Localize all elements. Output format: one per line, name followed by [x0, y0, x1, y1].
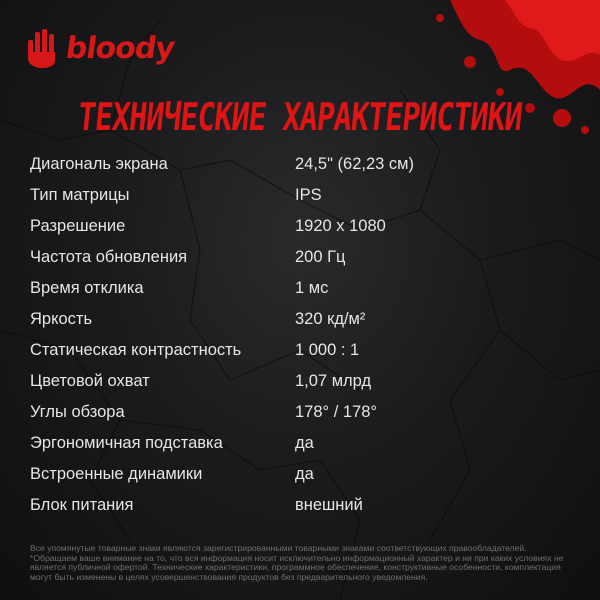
spec-value: 1 000 : 1 — [295, 341, 360, 359]
spec-label: Тип матрицы — [30, 186, 130, 204]
spec-value: да — [295, 465, 314, 483]
disclaimer-line: Все упомянутые товарные знаки являются зарегистрированными товарными знаками соответствующих правообладателей. — [30, 544, 527, 553]
spec-row — [30, 490, 570, 521]
spec-value: 320 кд/м² — [295, 310, 366, 328]
spec-value: внешний — [295, 496, 363, 514]
spec-value: 1,07 млрд — [295, 372, 372, 390]
spec-table — [30, 149, 570, 521]
spec-label: Эргономичная подставка — [30, 434, 223, 452]
disclaimer-line: *Обращаем ваше внимание на то, что вся информация носит исключительно информационный характер и ни при каких условиях не — [30, 553, 564, 563]
legal-disclaimer — [30, 544, 575, 582]
spec-label: Яркость — [30, 310, 93, 328]
spec-row — [30, 397, 570, 428]
spec-value: 1 мс — [295, 279, 329, 297]
spec-row — [30, 366, 570, 397]
spec-value: 1920 х 1080 — [295, 217, 386, 235]
spec-value: IPS — [295, 186, 322, 204]
spec-value: 200 Гц — [295, 248, 346, 266]
brand-logo — [22, 26, 192, 70]
spec-row — [30, 149, 570, 180]
spec-row — [30, 242, 570, 273]
spec-row — [30, 273, 570, 304]
spec-label: Разрешение — [30, 217, 126, 235]
spec-label: Частота обновления — [30, 248, 188, 266]
spec-row — [30, 180, 570, 211]
spec-label: Встроенные динамики — [30, 465, 203, 483]
disclaimer-line: является публичной офертой. Технические характеристики, программное обеспечение, конструктивные особенности, комплектация — [30, 563, 561, 573]
spec-value: 178° / 178° — [295, 403, 378, 421]
spec-label: Диагональ экрана — [30, 155, 168, 173]
spec-label: Цветовой охват — [30, 372, 150, 390]
spec-row — [30, 459, 570, 490]
spec-row — [30, 428, 570, 459]
disclaimer-line: могут быть изменены в целях усовершенствования продуктов без предварительного уведомления. — [30, 572, 428, 582]
spec-label: Время отклика — [30, 279, 144, 297]
page-title: ТЕХНИЧЕСКИЕ ХАРАКТЕРИСТИКИ — [75, 95, 525, 139]
spec-row — [30, 335, 570, 366]
spec-value: 24,5" (62,23 см) — [295, 155, 415, 173]
spec-value: да — [295, 434, 314, 452]
spec-label: Статическая контрастность — [30, 341, 242, 359]
brand-logo-text: bloody — [63, 30, 177, 66]
hand-print-icon — [22, 26, 62, 70]
spec-label: Блок питания — [30, 496, 134, 514]
spec-label: Углы обзора — [30, 403, 125, 421]
spec-row — [30, 304, 570, 335]
spec-row — [30, 211, 570, 242]
